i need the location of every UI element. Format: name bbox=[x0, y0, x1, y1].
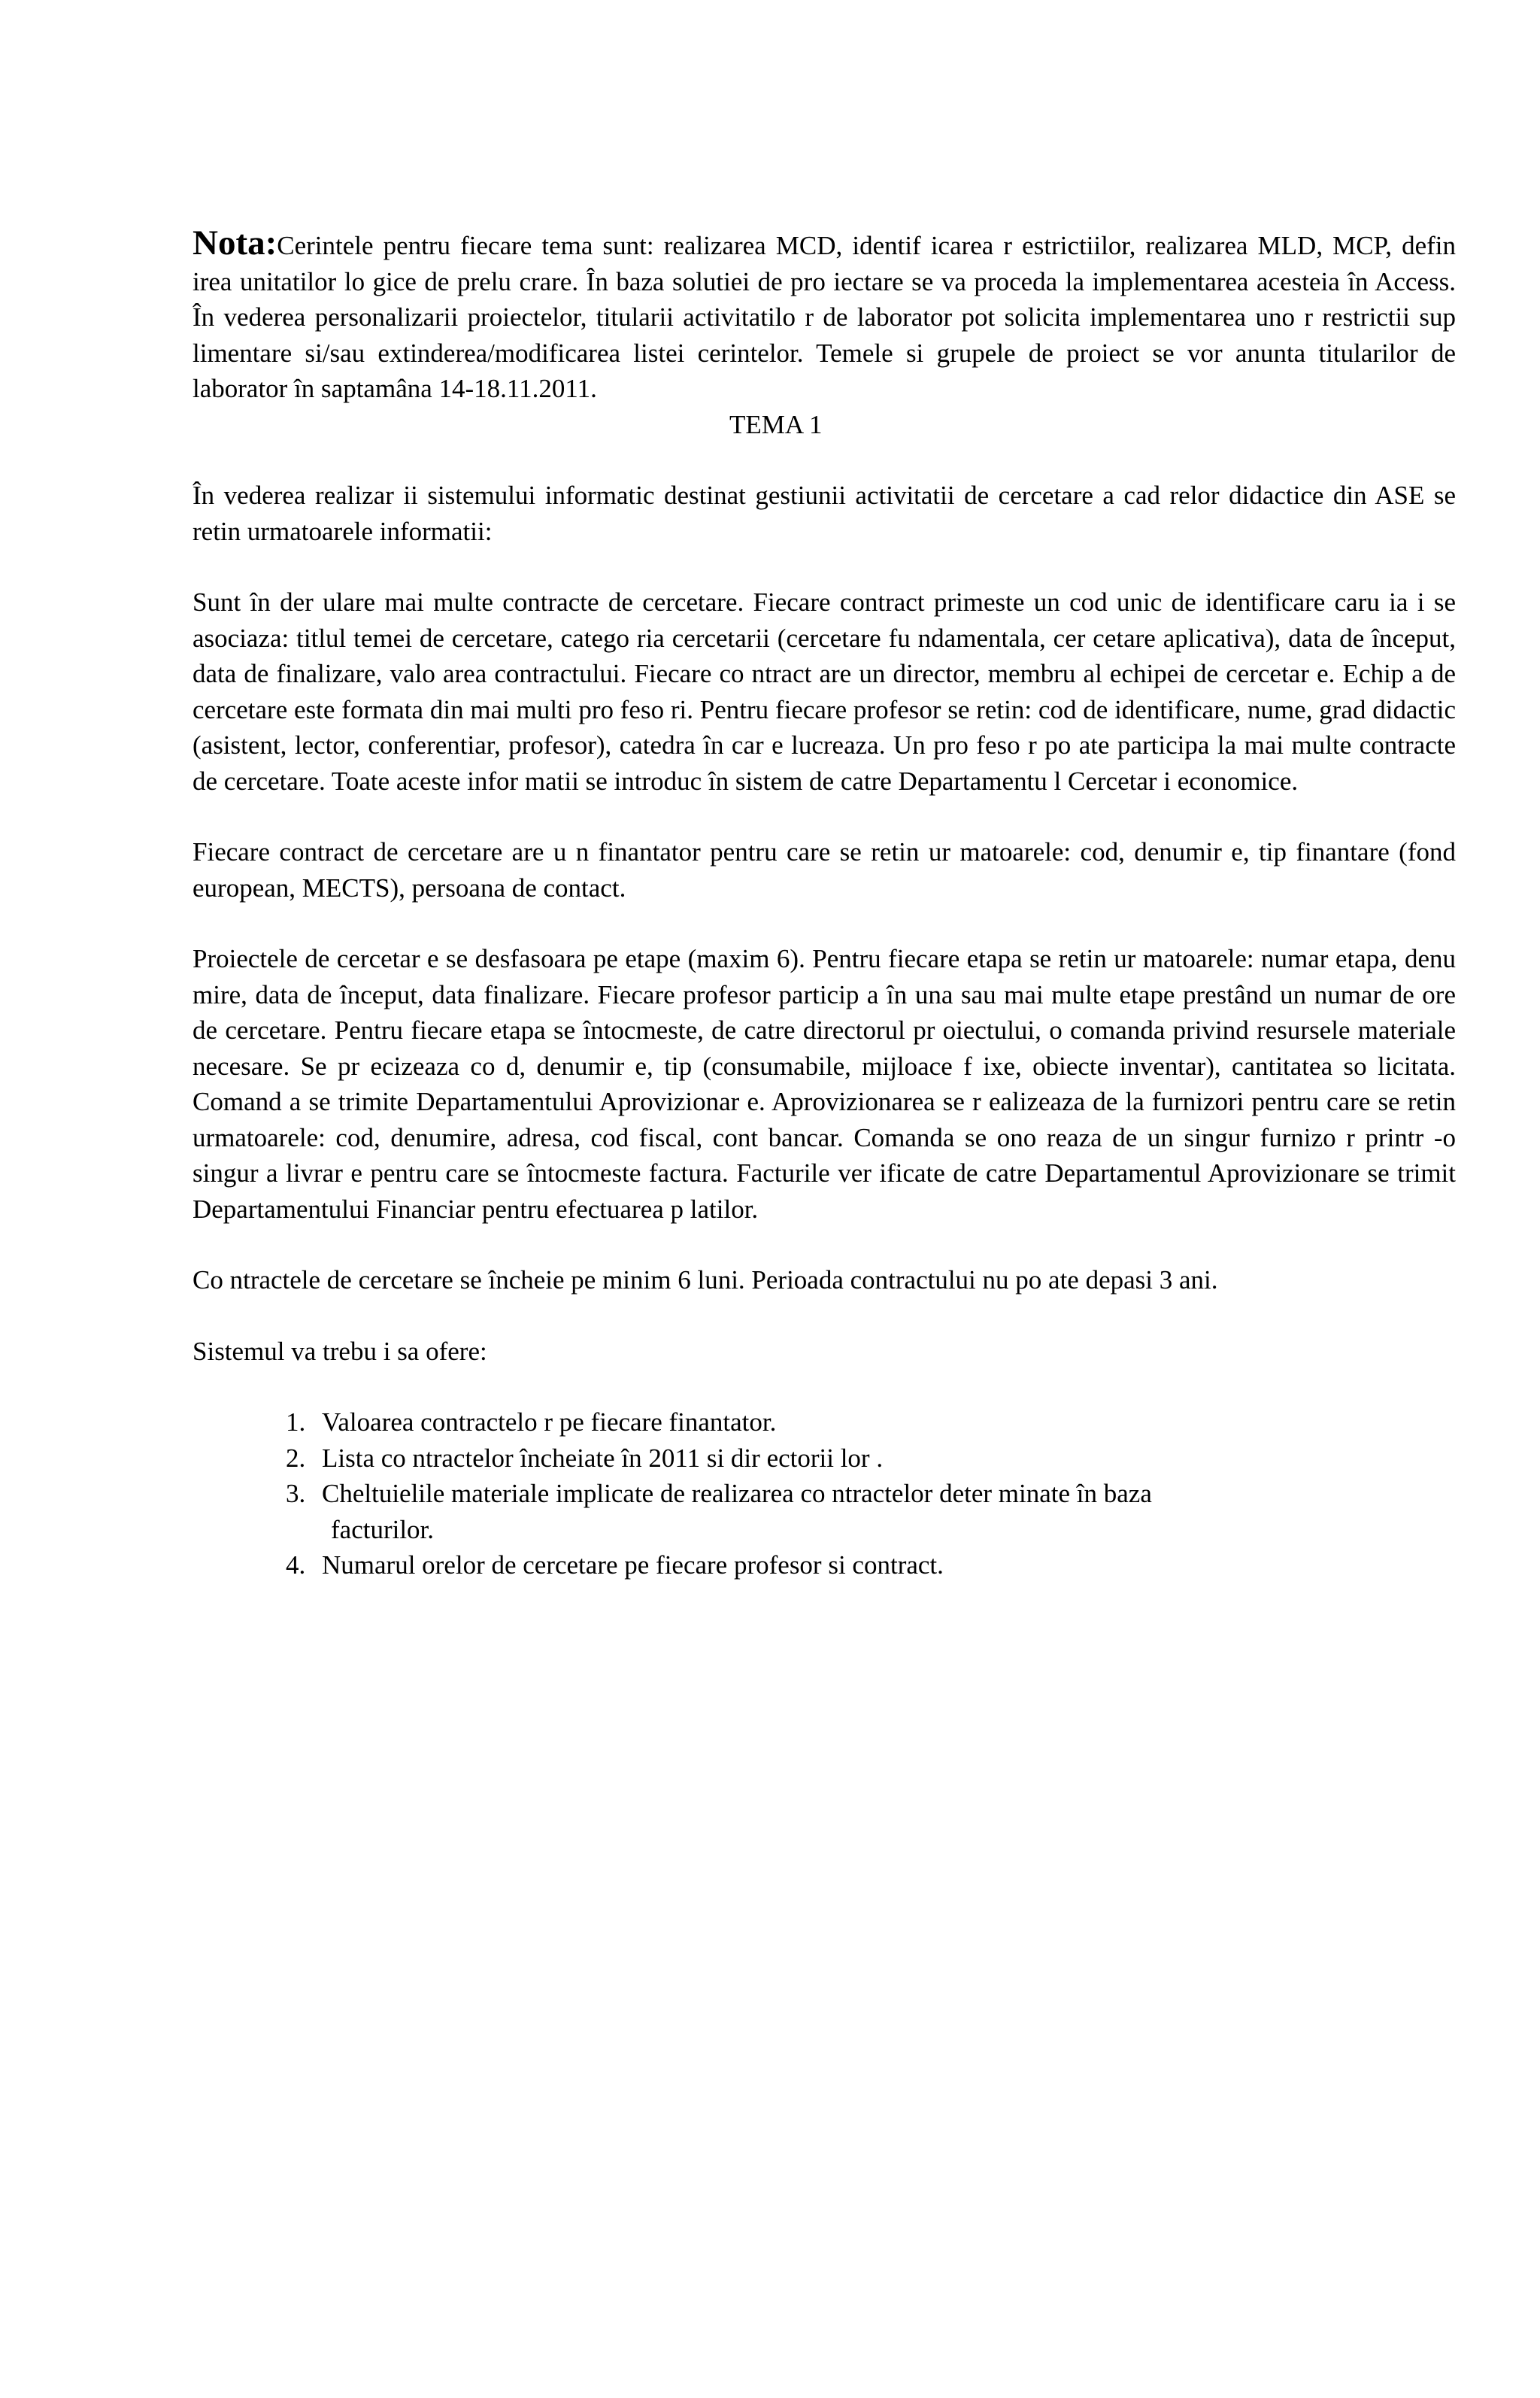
system-intro: Sistemul va trebu i sa ofere: bbox=[192, 1336, 487, 1366]
list-item bbox=[192, 1404, 1456, 1440]
list-text: Valoarea contractelo r pe fiecare finantator. bbox=[322, 1407, 777, 1437]
list-text: Numarul orelor de cercetare pe fiecare profesor si contract. bbox=[322, 1550, 944, 1580]
paragraph-finantator: Fiecare contract de cercetare are u n finantator pentru care se retin ur matoarele: cod, denumir e, tip finantare (fond european, MECTS), persoana de contact. bbox=[192, 837, 1456, 903]
list-text-continuation: facturilor. bbox=[331, 1514, 435, 1544]
paragraph-etape: Proiectele de cercetar e se desfasoara pe etape (maxim 6). Pentru fiecare etapa se retin ur matoarele: numar etapa, denu mire, data de început, data finalizare. Fiecare profesor particip a în una sau mai multe etape prestând un numar de ore de cercetare. Pentru fiecare etapa se întocmeste, de catre directorul pr oiectului, o comanda privind resursele materiale necesare. Se pr ecizeaza co d, denumir e, tip (consumabile, mijloace f ixe, obiecte inventar), cantitatea so licitata. Comand a se trimite Departamentului Aprovizionar e. Aprovizionarea se r ealizeaza de la furnizori pentru care se retin urmatoarele: cod, denumire, adresa, cod fiscal, cont bancar. Comanda se ono reaza de un singur furnizo r printr -o singur a livrar e pentru care se întocmeste factura. Facturile ver ificate de catre Departamentul Aprovizionare se trimit Departamentului Financiar pentru efectuarea p latilor. bbox=[192, 944, 1456, 1224]
list-text: Cheltuielile materiale implicate de realizarea co ntractelor deter minate în baza bbox=[322, 1479, 1152, 1508]
requirements-list bbox=[192, 1404, 1456, 1583]
nota-text: Cerintele pentru fiecare tema sunt: realizarea MCD, identif icarea r estrictiilor, realizarea MLD, MCP, defin irea unitatilor lo gice de prelu crare. În baza solutiei de pro iectare se va proceda la implementarea acesteia în Access. În vederea personalizarii proiectelor, titularii activitatilo r de laborator pot solicita implementarea uno r restrictii sup limentare si/sau extinderea/modificarea listei cerintelor. Temele si grupele de proiect se vor anunta titularilor de laborator în saptamâna 14-18.11.2011. bbox=[192, 231, 1456, 403]
list-number: 2. bbox=[286, 1443, 306, 1473]
nota-label: Nota: bbox=[192, 223, 277, 263]
list-item bbox=[192, 1547, 1456, 1583]
paragraph-intro: În vederea realizar ii sistemului informatic destinat gestiunii activitatii de cercetare a cad relor didactice din ASE se retin urmatoarele informatii: bbox=[192, 481, 1456, 546]
tema-title: TEMA 1 bbox=[729, 409, 823, 439]
paragraph-contracts: Sunt în der ulare mai multe contracte de cercetare. Fiecare contract primeste un cod unic de identificare caru ia i se asociaza: titlul temei de cercetare, catego ria cercetarii (cercetare fu ndamentala, cer cetare aplicativa), data de început, data de finalizare, valo area contractului. Fiecare co ntract are un director, membru al echipei de cercetar e. Echip a de cercetare este formata din mai multi pro feso ri. Pentru fiecare profesor se retin: cod de identificare, nume, grad didactic (asistent, lector, conferentiar, profesor), catedra în car e lucreaza. Un pro feso r po ate participa la mai multe contracte de cercetare. Toate aceste infor matii se introduc în sistem de catre Departamentu l Cercetar i economice. bbox=[192, 587, 1456, 796]
list-number: 1. bbox=[286, 1407, 306, 1437]
list-text: Lista co ntractelor încheiate în 2011 si dir ectorii lor . bbox=[322, 1443, 884, 1473]
list-number: 4. bbox=[286, 1550, 306, 1580]
list-number: 3. bbox=[286, 1479, 306, 1508]
document-page bbox=[192, 223, 1456, 1583]
list-item bbox=[192, 1440, 1456, 1477]
paragraph-durata: Co ntractele de cercetare se încheie pe minim 6 luni. Perioada contractului nu po ate depasi 3 ani. bbox=[192, 1265, 1218, 1295]
nota-paragraph bbox=[192, 223, 1456, 407]
list-item bbox=[192, 1476, 1456, 1547]
